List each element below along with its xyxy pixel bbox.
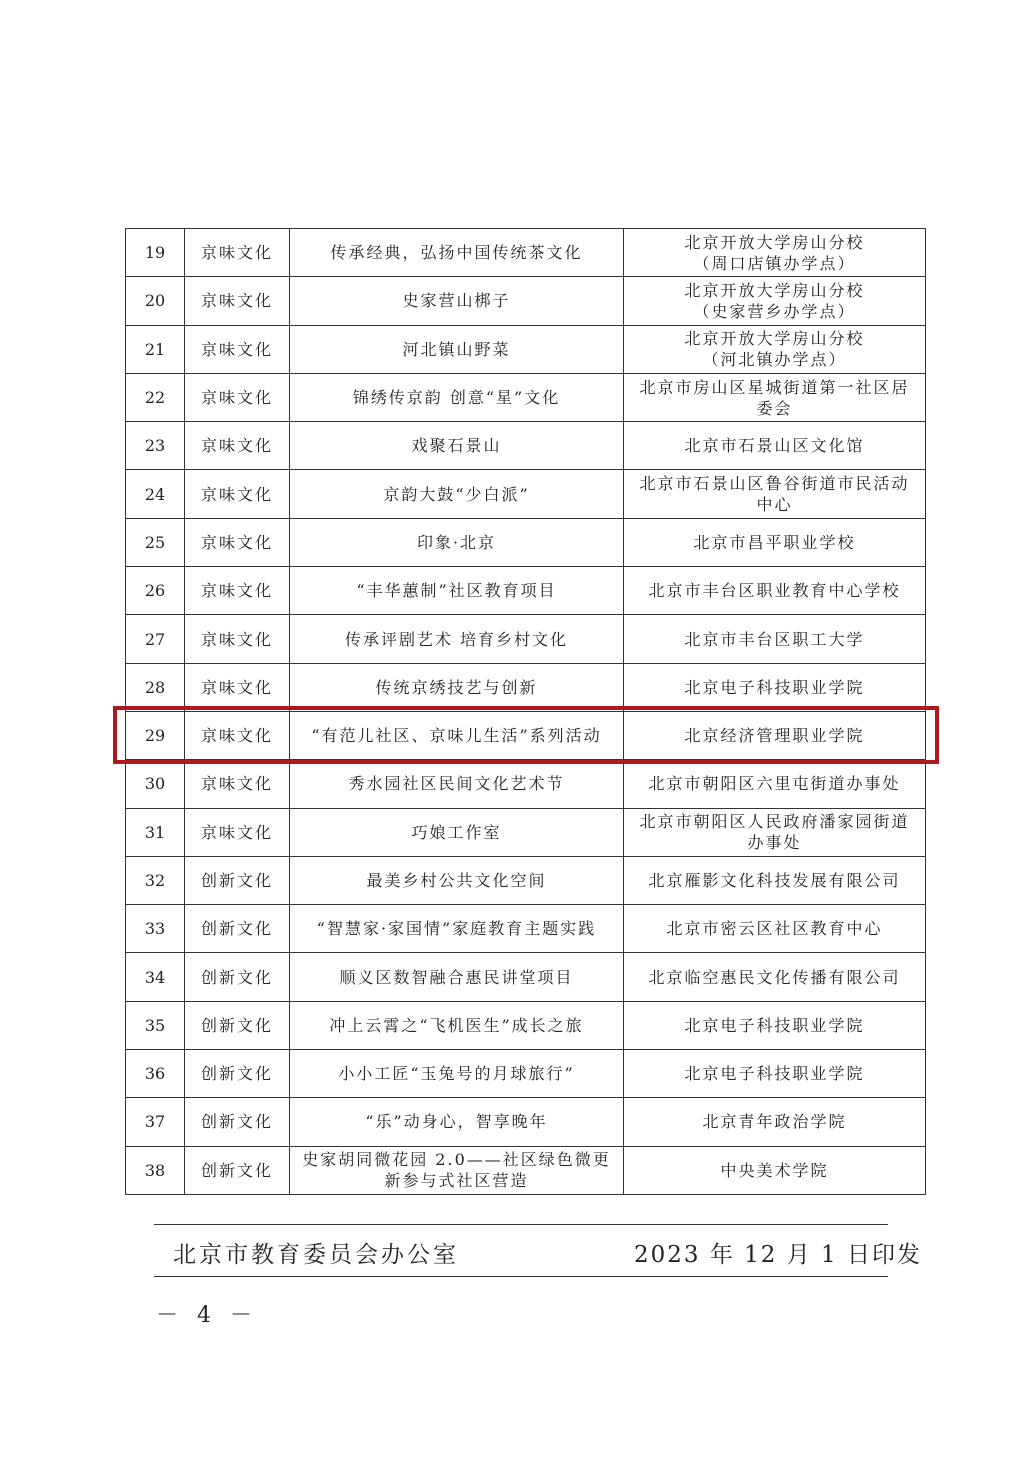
cell-project: 最美乡村公共文化空间: [290, 856, 624, 904]
cell-organization: [624, 422, 926, 470]
cell-organization: [624, 373, 926, 421]
organization-line: 北京市密云区社区教育中心: [666, 919, 883, 939]
cell-category: 京味文化: [185, 373, 290, 421]
table-row: [126, 277, 926, 325]
cell-organization: [624, 1098, 926, 1146]
table-row: [126, 663, 926, 711]
cell-project: “智慧家·家国情”家庭教育主题实践: [290, 905, 624, 953]
organization-line: 委会: [756, 398, 793, 418]
cell-number: 32: [126, 856, 185, 904]
cell-project: 史家胡同微花园 2.0——社区绿色微更新参与式社区营造: [290, 1146, 624, 1194]
cell-project: 传承经典，弘扬中国传统茶文化: [290, 229, 624, 277]
cell-organization: [624, 856, 926, 904]
cell-organization: [624, 953, 926, 1001]
cell-project: 传统京绣技艺与创新: [290, 663, 624, 711]
organization-line: 北京青年政治学院: [702, 1112, 847, 1132]
organization-line: 北京电子科技职业学院: [684, 1064, 865, 1084]
table-row: [126, 856, 926, 904]
cell-category: 创新文化: [185, 1146, 290, 1194]
organization-line: 北京电子科技职业学院: [684, 677, 865, 697]
cell-number: 30: [126, 760, 185, 808]
cell-project: 河北镇山野菜: [290, 325, 624, 373]
table-row: [126, 1146, 926, 1194]
cell-project: 印象·北京: [290, 518, 624, 566]
cell-organization: [624, 470, 926, 518]
table-row: [126, 953, 926, 1001]
cell-organization: [624, 663, 926, 711]
cell-organization: [624, 567, 926, 615]
organization-line: 北京市昌平职业学校: [693, 532, 856, 552]
footer-issuer: 北京市教育委员会办公室: [173, 1242, 459, 1268]
cell-project: “有范儿社区、京味儿生活”系列活动: [290, 711, 624, 759]
table-row: [126, 615, 926, 663]
cell-category: 创新文化: [185, 953, 290, 1001]
cell-number: 31: [126, 808, 185, 856]
cell-category: 京味文化: [185, 518, 290, 566]
organization-line: 北京市朝阳区六里屯街道办事处: [648, 774, 901, 794]
organization-line: 办事处: [747, 833, 802, 853]
cell-number: 23: [126, 422, 185, 470]
cell-organization: [624, 518, 926, 566]
highlight-box: [113, 706, 939, 764]
cell-organization: [624, 277, 926, 325]
organization-line: 北京市丰台区职工大学: [684, 629, 865, 649]
cell-number: 20: [126, 277, 185, 325]
cell-category: 京味文化: [185, 229, 290, 277]
cell-project: 冲上云霄之“飞机医生”成长之旅: [290, 1001, 624, 1049]
organization-line: 北京市丰台区职业教育中心学校: [648, 581, 901, 601]
cell-number: 19: [126, 229, 185, 277]
organization-line: 北京电子科技职业学院: [684, 1015, 865, 1035]
cell-category: 京味文化: [185, 615, 290, 663]
organization-line: 北京开放大学房山分校: [684, 280, 865, 300]
table-row: [126, 567, 926, 615]
table-row: [126, 1098, 926, 1146]
cell-number: 22: [126, 373, 185, 421]
cell-category: 京味文化: [185, 760, 290, 808]
cell-number: 27: [126, 615, 185, 663]
footer-top-rule: [154, 1224, 888, 1225]
table-row: [126, 905, 926, 953]
table-row: [126, 325, 926, 373]
cell-organization: [624, 1001, 926, 1049]
cell-organization: [624, 1050, 926, 1098]
cell-organization: [624, 615, 926, 663]
footer-date: 2023 年 12 月 1 日印发: [634, 1242, 922, 1268]
cell-category: 创新文化: [185, 1050, 290, 1098]
cell-category: 京味文化: [185, 663, 290, 711]
table-row: [126, 808, 926, 856]
cell-project: 传承评剧艺术 培育乡村文化: [290, 615, 624, 663]
cell-number: 25: [126, 518, 185, 566]
table-row: [126, 1050, 926, 1098]
cell-project: 秀水园社区民间文化艺术节: [290, 760, 624, 808]
table-row: [126, 1001, 926, 1049]
footer-bottom-rule: [154, 1276, 888, 1277]
cell-number: 33: [126, 905, 185, 953]
organization-line: 北京开放大学房山分校: [684, 232, 865, 252]
cell-organization: [624, 1146, 926, 1194]
cell-organization: [624, 760, 926, 808]
cell-project: 锦绣传京韵 创意“星”文化: [290, 373, 624, 421]
cell-project: 京韵大鼓“少白派”: [290, 470, 624, 518]
table-row: [126, 229, 926, 277]
organization-line: 中央美术学院: [720, 1160, 829, 1180]
cell-project: “丰华蕙制”社区教育项目: [290, 567, 624, 615]
cell-number: 35: [126, 1001, 185, 1049]
organization-line: 中心: [756, 495, 793, 515]
cell-number: 26: [126, 567, 185, 615]
cell-number: 21: [126, 325, 185, 373]
cell-number: 34: [126, 953, 185, 1001]
cell-organization: [624, 229, 926, 277]
organization-line: 北京市朝阳区人民政府潘家园街道: [639, 812, 910, 832]
cell-number: 28: [126, 663, 185, 711]
cell-category: 京味文化: [185, 470, 290, 518]
table-row: [126, 373, 926, 421]
cell-project: 巧娘工作室: [290, 808, 624, 856]
organization-line: 北京经济管理职业学院: [684, 726, 865, 746]
cell-number: 36: [126, 1050, 185, 1098]
cell-category: 创新文化: [185, 856, 290, 904]
organization-line: 北京市房山区星城街道第一社区居: [639, 377, 910, 397]
page-number: － 4 －: [156, 1303, 258, 1328]
organization-line: 北京临空惠民文化传播有限公司: [648, 967, 901, 987]
cell-category: 创新文化: [185, 1001, 290, 1049]
cell-number: 37: [126, 1098, 185, 1146]
cell-category: 京味文化: [185, 277, 290, 325]
organization-line: （史家营乡办学点）: [693, 301, 856, 321]
table-row: [126, 470, 926, 518]
cell-category: 京味文化: [185, 567, 290, 615]
cell-number: 29: [126, 711, 185, 759]
organization-line: 北京雁影文化科技发展有限公司: [648, 871, 901, 890]
cell-category: 京味文化: [185, 422, 290, 470]
cell-project: “乐”动身心，智享晚年: [290, 1098, 624, 1146]
table-row: [126, 760, 926, 808]
cell-organization: [624, 808, 926, 856]
cell-organization: [624, 325, 926, 373]
organization-line: 北京市石景山区鲁谷街道市民活动: [639, 474, 910, 494]
cell-category: 创新文化: [185, 1098, 290, 1146]
table-row: [126, 518, 926, 566]
cell-organization: [624, 905, 926, 953]
cell-number: 38: [126, 1146, 185, 1194]
table-row: [126, 422, 926, 470]
cell-category: 京味文化: [185, 325, 290, 373]
organization-line: 北京市石景山区文化馆: [684, 436, 865, 456]
cell-project: 小小工匠“玉兔号的月球旅行”: [290, 1050, 624, 1098]
cell-project: 顺义区数智融合惠民讲堂项目: [290, 953, 624, 1001]
cell-category: 创新文化: [185, 905, 290, 953]
organization-line: 北京开放大学房山分校: [684, 329, 865, 349]
organization-line: （河北镇办学点）: [702, 350, 847, 370]
cell-category: 京味文化: [185, 711, 290, 759]
cell-project: 戏聚石景山: [290, 422, 624, 470]
cell-project: 史家营山梆子: [290, 277, 624, 325]
organization-line: （周口店镇办学点）: [693, 253, 856, 273]
cell-category: 京味文化: [185, 808, 290, 856]
cell-number: 24: [126, 470, 185, 518]
